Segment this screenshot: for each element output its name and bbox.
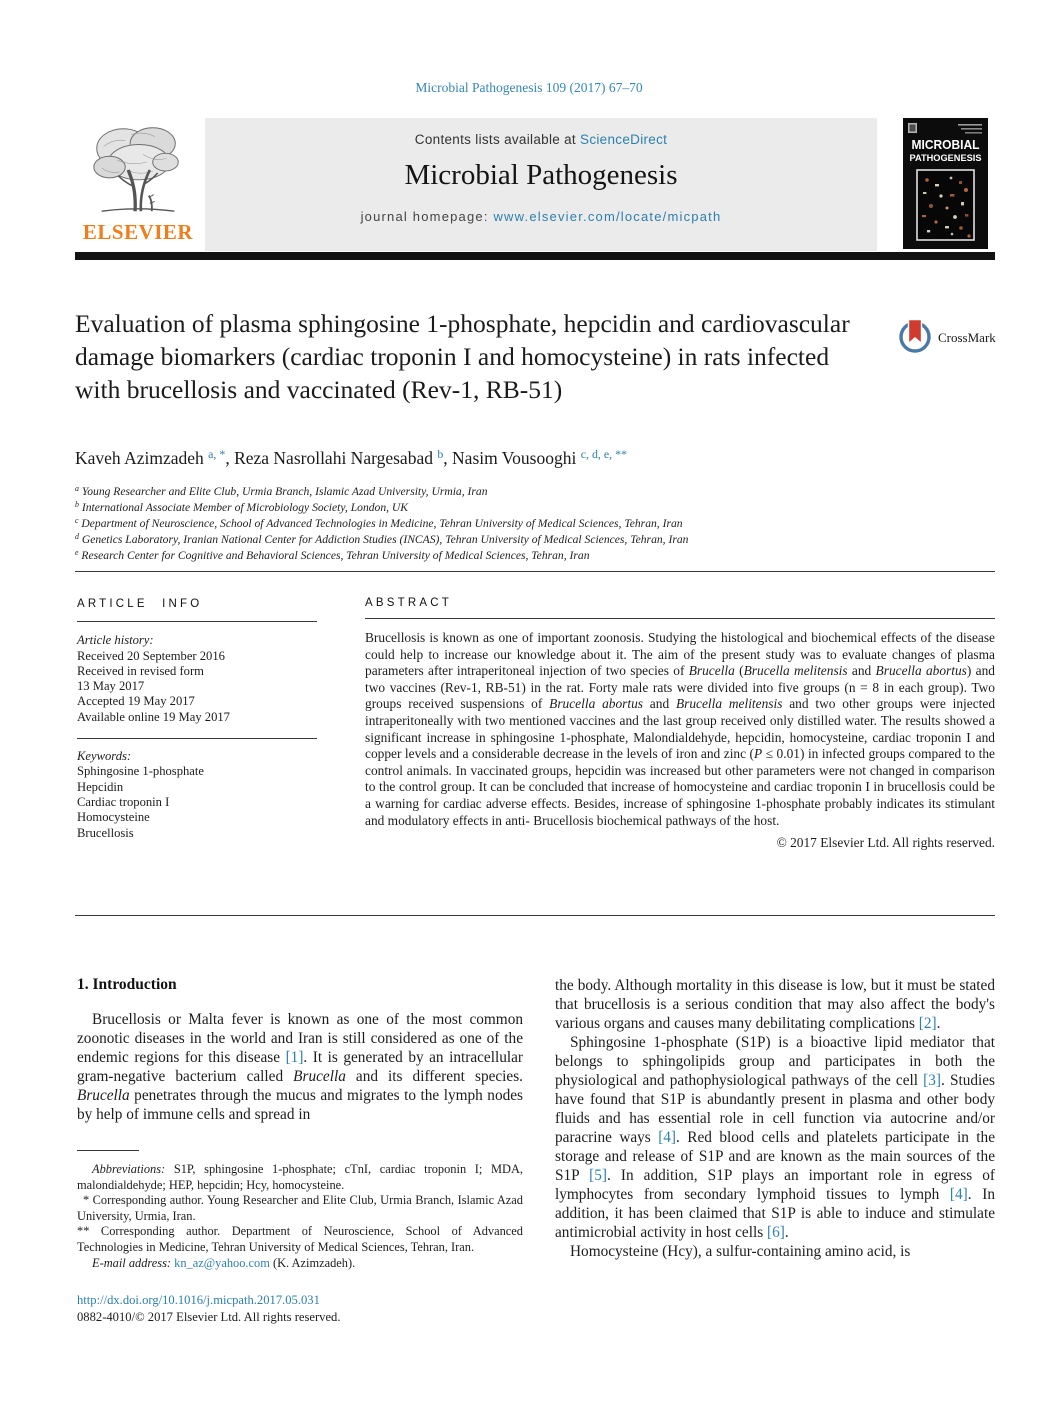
introduction-heading: 1. Introduction bbox=[77, 976, 177, 993]
footnote-rule bbox=[77, 1150, 139, 1151]
svg-text:PATHOGENESIS: PATHOGENESIS bbox=[909, 153, 982, 164]
crossmark-icon bbox=[897, 317, 933, 358]
list-item: Available online 19 May 2017 bbox=[77, 709, 230, 724]
article-info-column bbox=[77, 597, 317, 841]
sciencedirect-link[interactable]: ScienceDirect bbox=[580, 132, 668, 147]
abbreviations-note: Abbreviations: S1P, sphingosine 1-phosphate; cTnI, cardiac troponin I; MDA, malondialdehyde; HEP, hepcidin; Hcy, homocysteine. bbox=[77, 1162, 523, 1192]
abstract-column bbox=[365, 597, 995, 851]
affiliation: $^d$ Genetics Laboratory, Iranian National Center for Addiction Studies (INCAS), Tehran University of Medical Sciences, Tehran, Iran bbox=[75, 531, 689, 546]
affiliation: $^a$ Young Researcher and Elite Club, Urmia Branch, Islamic Azad University, Urmia, Iran bbox=[75, 484, 488, 498]
elsevier-logo bbox=[75, 118, 201, 251]
homepage-prefix: journal homepage: bbox=[360, 209, 494, 224]
article-history-list bbox=[77, 649, 317, 725]
journal-homepage-link[interactable]: www.elsevier.com/locate/micpath bbox=[493, 209, 722, 224]
author-line: Kaveh Azimzadeh $^{a, *}$, Reza Nasrollahi Nargesabad $^b$, Nasim Vousooghi $^{c, d, e, **}$ bbox=[75, 447, 627, 468]
affiliation: $^b$ International Associate Member of Microbiology Society, London, UK bbox=[75, 500, 409, 514]
author-affil-link[interactable]: b bbox=[437, 447, 444, 462]
ref-link-3[interactable]: [3] bbox=[923, 1072, 941, 1089]
ref-link-1[interactable]: [1] bbox=[285, 1049, 304, 1066]
email-link[interactable]: kn_az@yahoo.com bbox=[174, 1255, 270, 1270]
keywords-list bbox=[77, 764, 317, 840]
corresponding-author-note-2: ** Corresponding author. Department of Neuroscience, School of Advanced Technologies in Medicine, Tehran University of Medical Sciences, Tehran, Iran. bbox=[77, 1224, 523, 1254]
body-left-column bbox=[77, 976, 523, 1124]
elsevier-tree-icon bbox=[75, 118, 201, 222]
journal-cover-thumbnail bbox=[903, 118, 988, 249]
ref-link-4[interactable]: [4] bbox=[949, 1186, 968, 1203]
abstract-heading: ABSTRACT bbox=[365, 597, 452, 609]
body-paragraph: the body. Although mortality in this disease is low, but it must be stated that brucellosis is a serious condition that may also affect the body's various organs and causes many debilitating complications [2]. bbox=[555, 977, 995, 1032]
crossmark-badge[interactable] bbox=[897, 317, 996, 358]
journal-banner bbox=[205, 118, 877, 251]
masthead bbox=[75, 118, 995, 251]
contents-prefix: Contents lists available at bbox=[414, 132, 581, 147]
footnote-block bbox=[77, 1150, 523, 1271]
abstract-heading-rule bbox=[365, 618, 995, 619]
author-affil-link[interactable]: c, d, e, ** bbox=[580, 447, 627, 462]
article-footer bbox=[77, 1292, 523, 1326]
corresponding-author-note: * Corresponding author. Young Researcher and Elite Club, Urmia Branch, Islamic Azad University, Urmia, Iran. bbox=[77, 1193, 523, 1223]
body-paragraph: Sphingosine 1-phosphate (S1P) is a bioactive lipid mediator that belongs to sphingolipids group and participates in both the physiological and pathophysiological pathways of the cell [3]. Studies have found that S1P is abundantly present in plasma and other body fluids and has essential role in cell function via autocrine and/or paracrine ways [4]. Red blood cells and platelets participate in the storage and release of S1P and are known as the main sources of the S1P [5]. In addition, S1P plays an important role in egress of lymphocytes from secondary lymphoid tissues to lymph [4]. In addition, it has been claimed that S1P is able to induce and stimulate antimicrobial activity in host cells [6]. bbox=[555, 1034, 996, 1241]
keywords-label: Keywords: bbox=[77, 749, 132, 764]
email-note: E-mail address: kn_az@yahoo.com (K. Azimzadeh). bbox=[92, 1255, 356, 1270]
contents-line bbox=[205, 118, 877, 147]
ref-link-6[interactable]: [6] bbox=[766, 1224, 785, 1241]
crossmark-label: CrossMark bbox=[938, 329, 996, 345]
masthead-divider-bar bbox=[75, 252, 995, 260]
svg-text:MICROBIAL: MICROBIAL bbox=[911, 138, 980, 152]
section-divider bbox=[75, 571, 995, 572]
body-paragraph: Homocysteine (Hcy), a sulfur-containing amino acid, is bbox=[570, 1243, 911, 1260]
affiliations-block bbox=[75, 485, 975, 565]
list-item: Accepted 19 May 2017 bbox=[77, 694, 195, 709]
abstract-bottom-rule bbox=[75, 915, 995, 916]
author-affil-link[interactable]: a, * bbox=[208, 447, 226, 462]
list-item: Sphingosine 1-phosphate bbox=[77, 764, 204, 779]
ref-link-5[interactable]: [5] bbox=[589, 1167, 607, 1184]
introduction-paragraph: Brucellosis or Malta fever is known as one of the most common zoonotic diseases in the world and Iran is still considered as one of the endemic regions for this disease [1]. It is generated by an intracellular gram-negative bacterium called Brucella and its different species. Brucella penetrates through the mucus and migrates to the lymph nodes by help of immune cells and spread in bbox=[77, 1011, 523, 1123]
doi-link[interactable]: http://dx.doi.org/10.1016/j.micpath.2017.05.031 bbox=[77, 1293, 320, 1307]
body-right-column bbox=[555, 976, 995, 1261]
heading-rule bbox=[77, 621, 317, 622]
journal-citation: Microbial Pathogenesis 109 (2017) 67–70 bbox=[415, 80, 643, 95]
list-item: 13 May 2017 bbox=[77, 679, 145, 694]
list-item: Cardiac troponin I bbox=[77, 794, 170, 809]
article-info-heading: ARTICLE INFO bbox=[77, 598, 203, 610]
abstract-text: Brucellosis is known as one of important zoonosis. Studying the histological and biochemical effects of the disease could help to increase our knowledge about it. The aim of the present study was to evaluate changes of plasma parameters after intraperitoneal injection of two species of Brucella (Brucella melitensis and Brucella abortus) and two vaccines (Rev-1, RB-51) in the rat. Forty male rats were divided into five groups (n = 8 in each group). Two groups received suspensions of Brucella abortus and Brucella melitensis and two other groups were injected intraperitoneally with two mentioned vaccines and the last group received only distilled water. The results showed a significant increase in sphingosine 1-phosphate, Malondialdehyde, hepcidin, homocysteine, cardiac troponin I and copper levels and a considerable decrease in the levels of iron and zinc (P ≤ 0.01) in infected groups compared to the control animals. In vaccinated groups, hepcidin was increased but other parameters were not changed in comparison to the control group. It can be concluded that increase of homocysteine and cardiac troponin I in brucellosis could be a warning for cardiac adverse effects. Besides, increase of sphingosine 1-phosphate probably indicates its stimulant and modulatory effects in anti- Brucellosis biochemical pathways of the host. bbox=[365, 630, 996, 828]
homepage-line bbox=[205, 209, 877, 224]
keywords-rule bbox=[77, 738, 317, 739]
list-item: Hepcidin bbox=[77, 779, 124, 794]
elsevier-wordmark: ELSEVIER bbox=[82, 220, 194, 244]
list-item: Received 20 September 2016 bbox=[77, 648, 225, 663]
ref-link-4[interactable]: [4] bbox=[658, 1129, 677, 1146]
list-item: Brucellosis bbox=[77, 825, 134, 840]
list-item: Received in revised form bbox=[77, 663, 204, 678]
article-history-label: Article history: bbox=[77, 633, 154, 648]
ref-link-2[interactable]: [2] bbox=[918, 1015, 937, 1032]
affiliation: $^e$ Research Center for Cognitive and Behavioral Sciences, Tehran University of Medical Sciences, Tehran, Iran bbox=[75, 547, 590, 562]
issn-copyright-line: 0882-4010/© 2017 Elsevier Ltd. All rights reserved. bbox=[77, 1310, 341, 1324]
affiliation: $^c$ Department of Neuroscience, School of Advanced Technologies in Medicine, Tehran University of Medical Sciences, Tehran, Iran bbox=[75, 516, 683, 530]
journal-title: Microbial Pathogenesis bbox=[404, 159, 678, 191]
article-title: Evaluation of plasma sphingosine 1-phosphate, hepcidin and cardiovascular damage biomarkers (cardiac troponin I and homocysteine) in rats infected with brucellosis and vaccinated (Rev-1, RB-51) bbox=[75, 309, 850, 404]
list-item: Homocysteine bbox=[77, 810, 150, 825]
copyright-line: © 2017 Elsevier Ltd. All rights reserved. bbox=[776, 835, 995, 851]
